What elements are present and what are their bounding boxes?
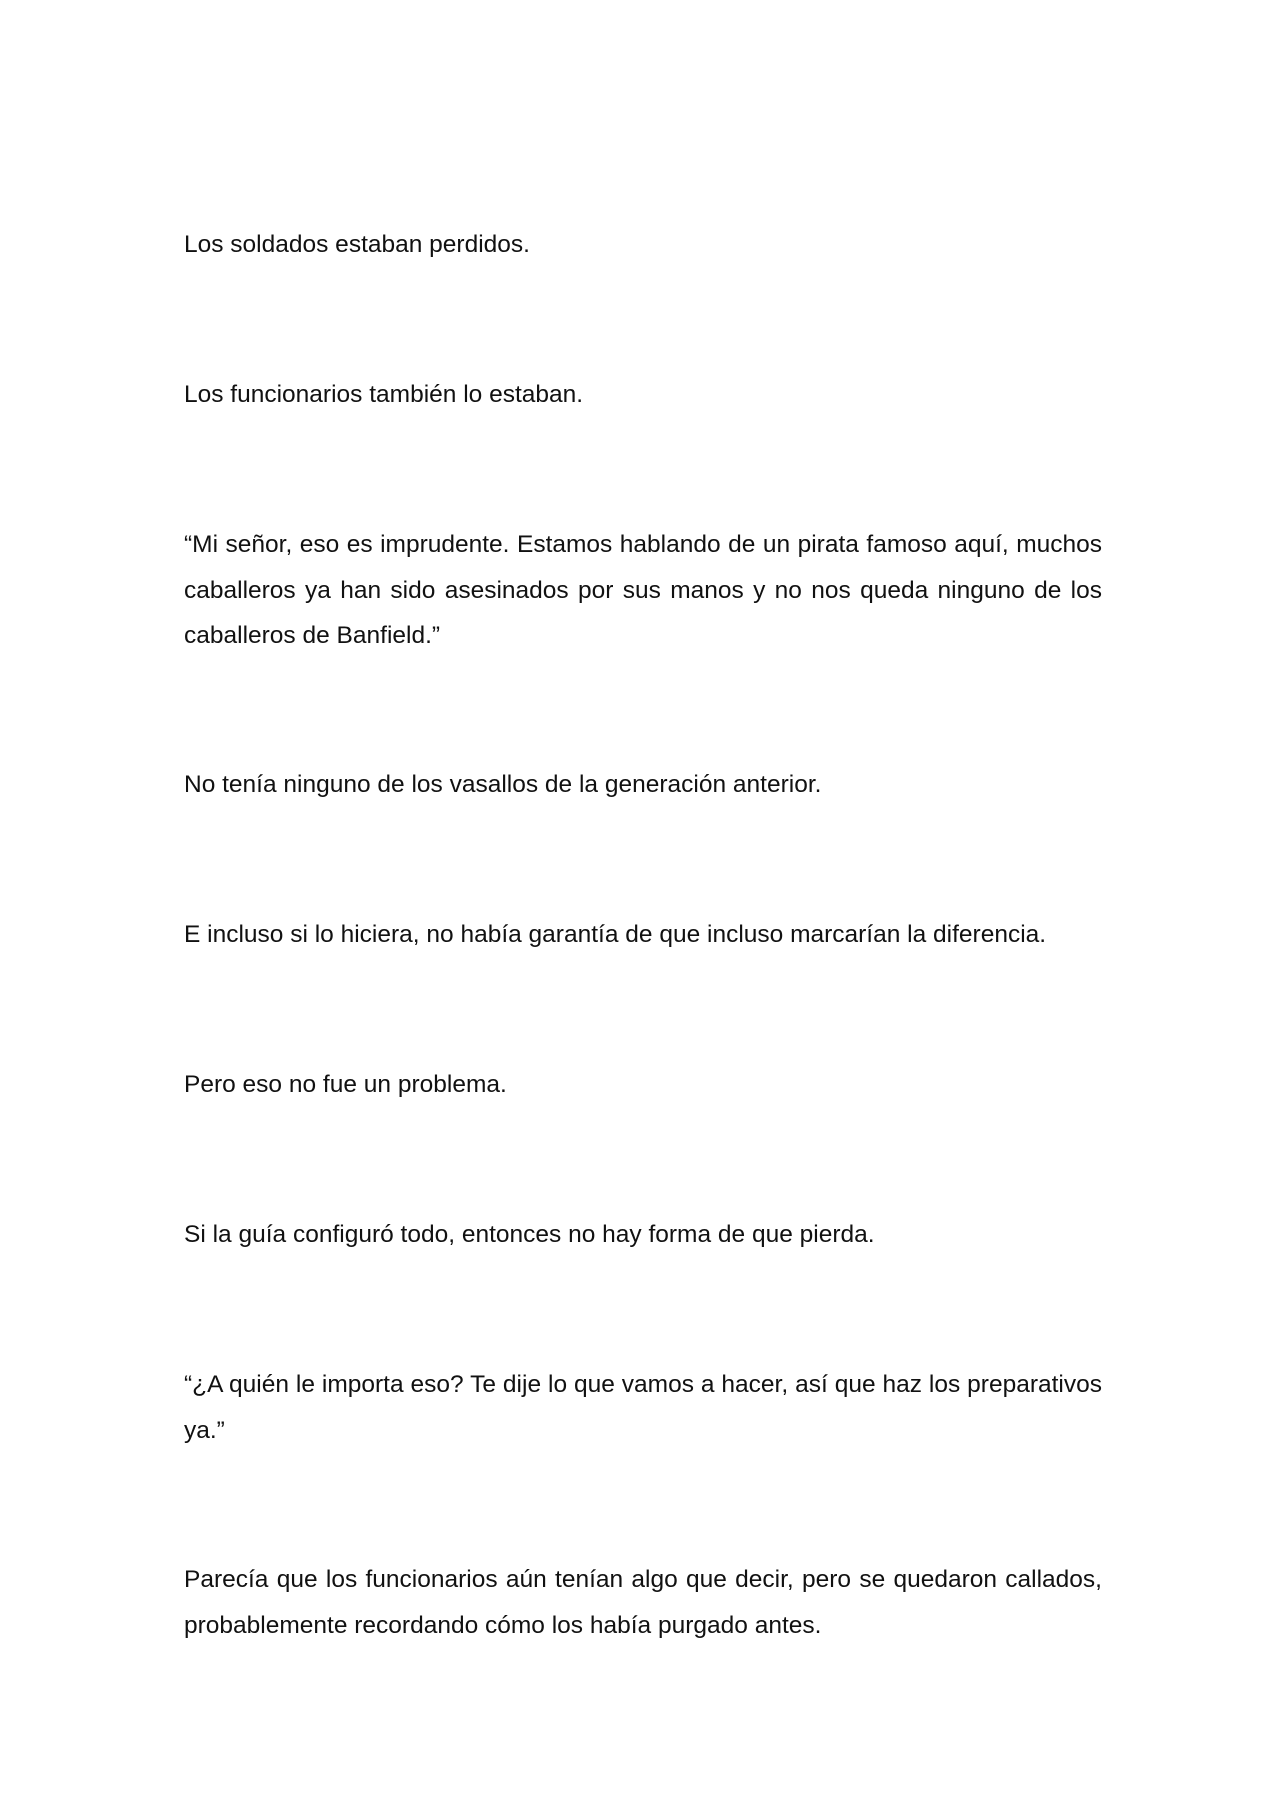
paragraph-9: Parecía que los funcionarios aún tenían algo que decir, pero se quedaron callados, probablemente recordando cómo los había purgado antes. <box>184 1566 1102 1639</box>
paragraph-3: “Mi señor, eso es imprudente. Estamos hablando de un pirata famoso aquí, muchos caballeros ya han sido asesinados por sus manos y no nos queda ninguno de los caballeros de Banfield.” <box>184 531 1102 649</box>
paragraph-2: Los funcionarios también lo estaban. <box>184 381 584 408</box>
paragraph-5: E incluso si lo hiciera, no había garantía de que incluso marcarían la diferencia. <box>184 921 1047 948</box>
paragraph-6: Pero eso no fue un problema. <box>184 1071 507 1098</box>
paragraph-4: No tenía ninguno de los vasallos de la generación anterior. <box>184 771 822 798</box>
paragraph-8: “¿A quién le importa eso? Te dije lo que vamos a hacer, así que haz los preparativos ya.” <box>184 1371 1102 1444</box>
paragraph-1: Los soldados estaban perdidos. <box>184 231 530 258</box>
paragraph-7: Si la guía configuró todo, entonces no hay forma de que pierda. <box>184 1221 875 1248</box>
